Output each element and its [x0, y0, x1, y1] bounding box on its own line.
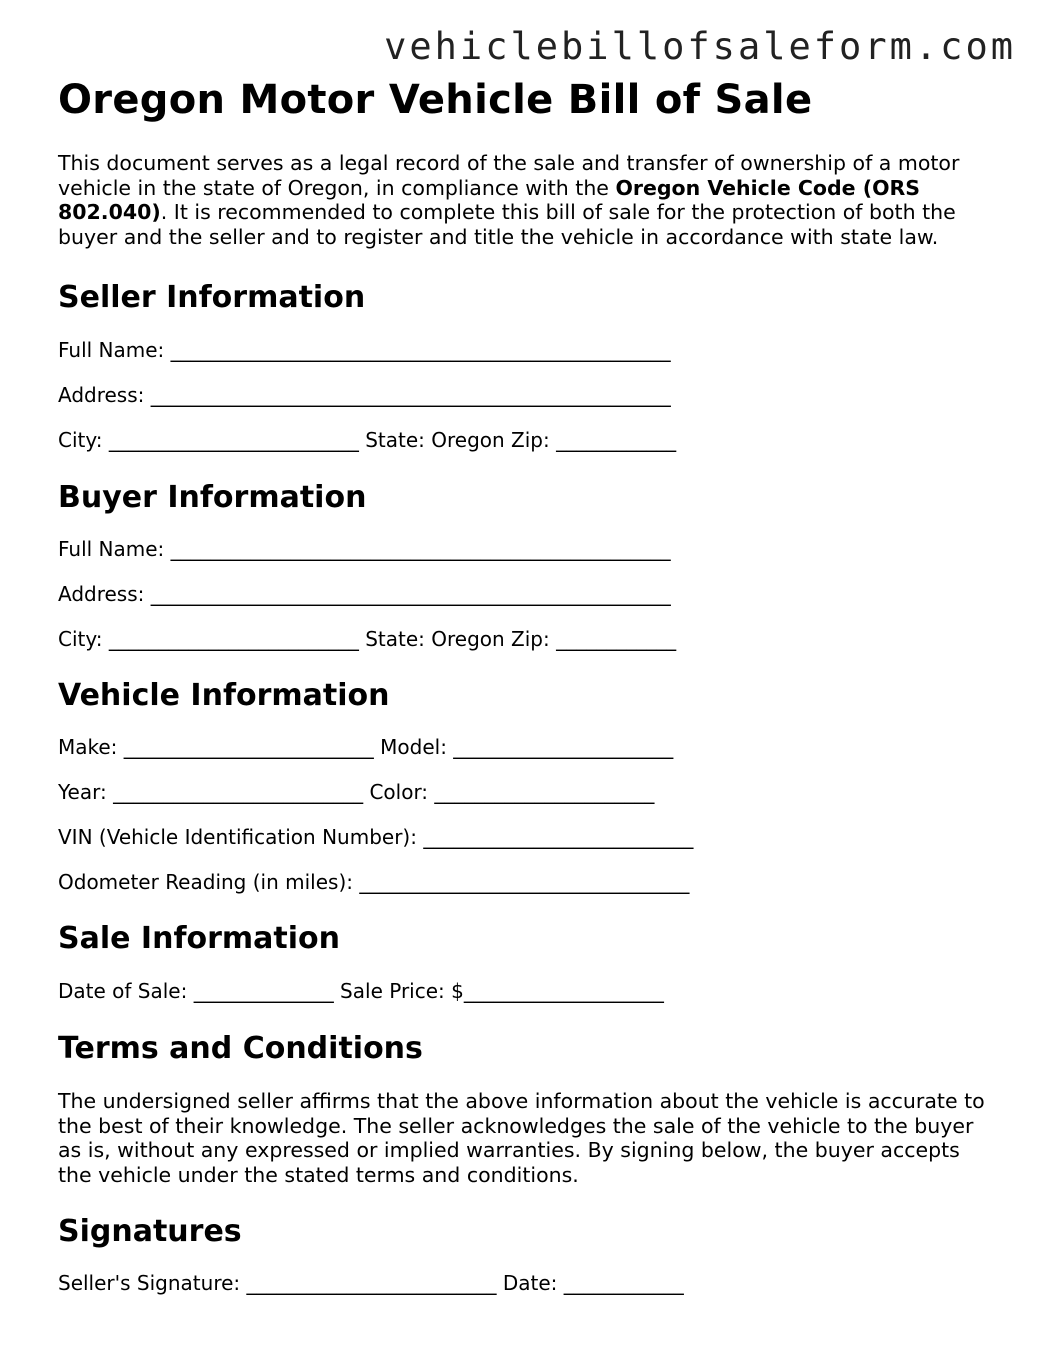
- document-body: [58, 76, 998, 1295]
- intro-paragraph: [58, 151, 998, 249]
- page-title: Oregon Motor Vehicle Bill of Sale: [58, 77, 813, 123]
- intro-text-2: . It is recommended to complete this bill of sale for the protection of both the buyer and the seller and to register and title the vehicle in accordance with state law.: [58, 200, 956, 249]
- sale-heading: Sale Information: [58, 921, 340, 956]
- sale-date-price-field[interactable]: Date of Sale: ______________ Sale Price: $____________________: [58, 979, 664, 1003]
- seller-address-field[interactable]: Address: ____________________________________________________: [58, 383, 671, 407]
- vehicle-make-model-field[interactable]: Make: _________________________ Model: ______________________: [58, 735, 674, 759]
- buyer-full-name-field[interactable]: Full Name: __________________________________________________: [58, 537, 671, 561]
- seller-heading: Seller Information: [58, 280, 366, 315]
- vehicle-year-color-field[interactable]: Year: _________________________ Color: ______________________: [58, 780, 655, 804]
- buyer-address-field[interactable]: Address: ____________________________________________________: [58, 582, 671, 606]
- seller-city-state-zip-field[interactable]: City: _________________________ State: Oregon Zip: ____________: [58, 428, 677, 452]
- signatures-heading: Signatures: [58, 1214, 242, 1249]
- intro-statute: Oregon Vehicle Code (ORS 802.040): [58, 175, 921, 224]
- vehicle-vin-field[interactable]: VIN (Vehicle Identification Number): ___________________________: [58, 825, 694, 849]
- buyer-city-state-zip-field[interactable]: City: _________________________ State: Oregon Zip: ____________: [58, 627, 677, 651]
- seller-signature-date-field[interactable]: Seller's Signature: _________________________ Date: ____________: [58, 1271, 684, 1295]
- terms-paragraph: The undersigned seller affirms that the above information about the vehicle is accurate to the best of their knowledge. The seller acknowledges the sale of the vehicle to the buyer as is, without any expressed or implied warranties. By signing below, the buyer accepts the vehicle under the stated terms and conditions.: [58, 1089, 985, 1187]
- intro-text-1: This document serves as a legal record of the sale and transfer of ownership of a motor vehicle in the state of Oregon, in compliance with the: [58, 151, 960, 200]
- watermark-text: vehiclebillofsaleform.com: [384, 25, 1016, 68]
- buyer-heading: Buyer Information: [58, 480, 367, 515]
- seller-full-name-field[interactable]: Full Name: __________________________________________________: [58, 338, 671, 362]
- terms-heading: Terms and Conditions: [58, 1031, 423, 1066]
- vehicle-odometer-field[interactable]: Odometer Reading (in miles): _________________________________: [58, 870, 690, 894]
- vehicle-heading: Vehicle Information: [58, 678, 390, 713]
